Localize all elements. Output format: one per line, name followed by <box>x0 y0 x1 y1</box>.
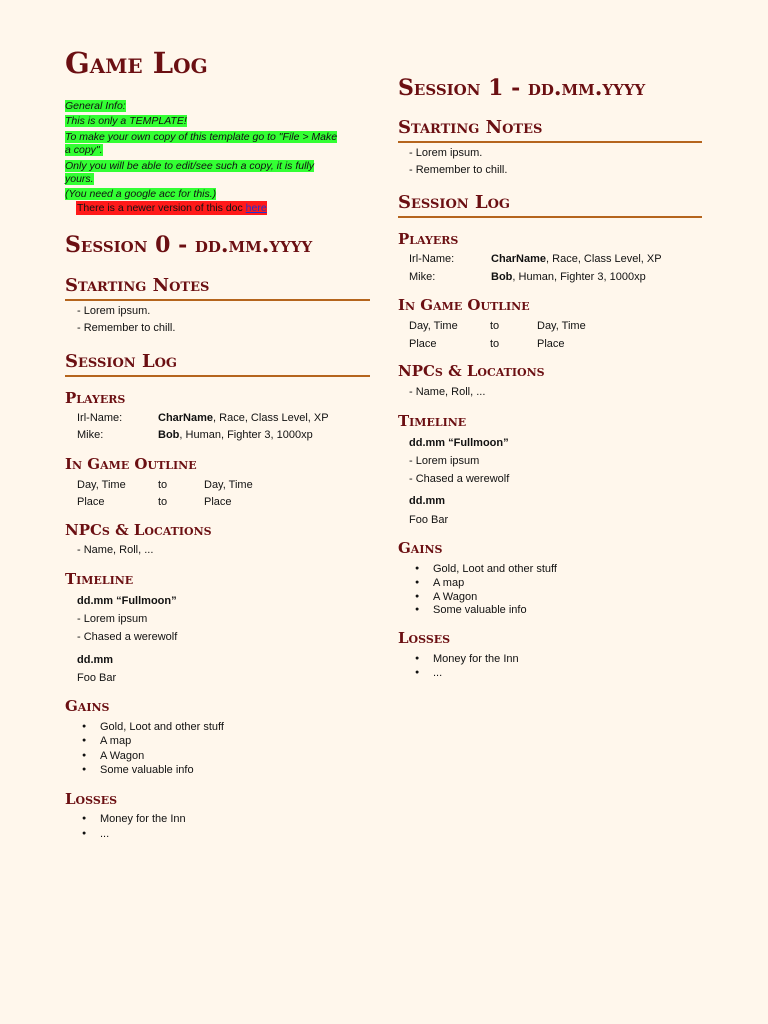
session-0-note: - Remember to chill. <box>77 322 176 334</box>
gain-item: ● Gold, Loot and other stuff <box>398 562 557 576</box>
session-0-starting-notes-heading: Starting Notes <box>65 275 370 301</box>
session-0-gains-heading: Gains <box>65 697 110 715</box>
timeline-entry-line: - Chased a werewolf <box>77 631 178 643</box>
outline-to-label: to <box>158 479 168 491</box>
session-0-npcs-heading: NPCs & Locations <box>65 521 212 539</box>
session-1-timeline-heading: Timeline <box>398 412 467 430</box>
banner-text: There is a newer version of this doc <box>77 202 246 214</box>
general-info-line: yours. <box>65 173 94 185</box>
session-1-starting-notes-heading: Starting Notes <box>398 117 702 143</box>
outline-to: Place <box>204 496 232 508</box>
session-1-outline-heading: In Game Outline <box>398 296 530 314</box>
general-info-line: General Info: <box>65 100 126 112</box>
gain-item: ● Some valuable info <box>398 603 527 617</box>
session-1-players-heading: Players <box>398 230 459 248</box>
timeline-entry-title: dd.mm <box>409 495 446 507</box>
gain-item: ● A map <box>65 734 131 748</box>
loss-item: ● ... <box>65 827 109 841</box>
general-info-line: Only you will be able to edit/see such a copy, it is fully <box>65 160 315 172</box>
session-0-title: Session 0 - dd.mm.yyyy <box>65 232 313 258</box>
player-irl-name: Irl-Name: <box>409 253 455 265</box>
outline-to-label: to <box>158 496 168 508</box>
outline-from: Place <box>77 496 105 508</box>
npcs-text: - Name, Roll, ... <box>77 544 154 556</box>
player-character: CharName, Race, Class Level, XP <box>158 412 329 424</box>
gain-item: ● A Wagon <box>398 590 477 604</box>
outline-from: Day, Time <box>409 320 458 332</box>
timeline-entry-title: dd.mm “Fullmoon” <box>77 595 177 607</box>
session-1-gains-heading: Gains <box>398 539 443 557</box>
player-character: CharName, Race, Class Level, XP <box>491 253 662 265</box>
timeline-entry-title: dd.mm “Fullmoon” <box>409 437 509 449</box>
gain-item: ● Some valuable info <box>65 763 194 777</box>
gain-item: ● A map <box>398 576 464 590</box>
timeline-entry-title: dd.mm <box>77 654 114 666</box>
general-info-line: a copy". <box>65 144 103 156</box>
loss-item: ● Money for the Inn <box>65 812 186 826</box>
outline-from: Day, Time <box>77 479 126 491</box>
session-0-log-heading: Session Log <box>65 351 370 377</box>
session-1-losses-heading: Losses <box>398 629 451 647</box>
gain-item: ● A Wagon <box>65 749 144 763</box>
general-info-line: This is only a TEMPLATE! <box>65 115 187 127</box>
newer-version-banner <box>76 201 267 215</box>
session-1-note: - Remember to chill. <box>409 164 508 176</box>
timeline-entry-line: - Lorem ipsum <box>77 613 148 625</box>
loss-item: ● ... <box>398 666 442 680</box>
outline-to: Day, Time <box>537 320 586 332</box>
document-title: Game Log <box>65 46 208 80</box>
player-character: Bob, Human, Fighter 3, 1000xp <box>491 271 646 283</box>
timeline-entry-line: Foo Bar <box>77 672 117 684</box>
session-1-note: - Lorem ipsum. <box>409 147 483 159</box>
session-0-losses-heading: Losses <box>65 790 118 808</box>
outline-to: Day, Time <box>204 479 253 491</box>
session-1-log-heading: Session Log <box>398 192 702 218</box>
timeline-entry-line: Foo Bar <box>409 514 449 526</box>
session-0-timeline-heading: Timeline <box>65 570 134 588</box>
session-0-note: - Lorem ipsum. <box>77 305 151 317</box>
newer-version-link[interactable]: here <box>245 202 267 214</box>
timeline-entry-line: - Lorem ipsum <box>409 455 480 467</box>
outline-to: Place <box>537 338 565 350</box>
session-0-outline-heading: In Game Outline <box>65 455 197 473</box>
loss-item: ● Money for the Inn <box>398 652 519 666</box>
npcs-text: - Name, Roll, ... <box>409 386 486 398</box>
session-1-npcs-heading: NPCs & Locations <box>398 362 545 380</box>
player-character: Bob, Human, Fighter 3, 1000xp <box>158 429 313 441</box>
player-irl-name: Mike: <box>77 429 104 441</box>
session-1-title: Session 1 - dd.mm.yyyy <box>398 75 646 101</box>
session-0-players-heading: Players <box>65 389 126 407</box>
outline-to-label: to <box>490 338 500 350</box>
general-info-line: (You need a google acc for this.) <box>65 188 217 200</box>
outline-to-label: to <box>490 320 500 332</box>
player-irl-name: Irl-Name: <box>77 412 123 424</box>
gain-item: ● Gold, Loot and other stuff <box>65 720 224 734</box>
timeline-entry-line: - Chased a werewolf <box>409 473 510 485</box>
player-irl-name: Mike: <box>409 271 436 283</box>
general-info-line: To make your own copy of this template go to "File > Make <box>65 131 338 143</box>
outline-from: Place <box>409 338 437 350</box>
